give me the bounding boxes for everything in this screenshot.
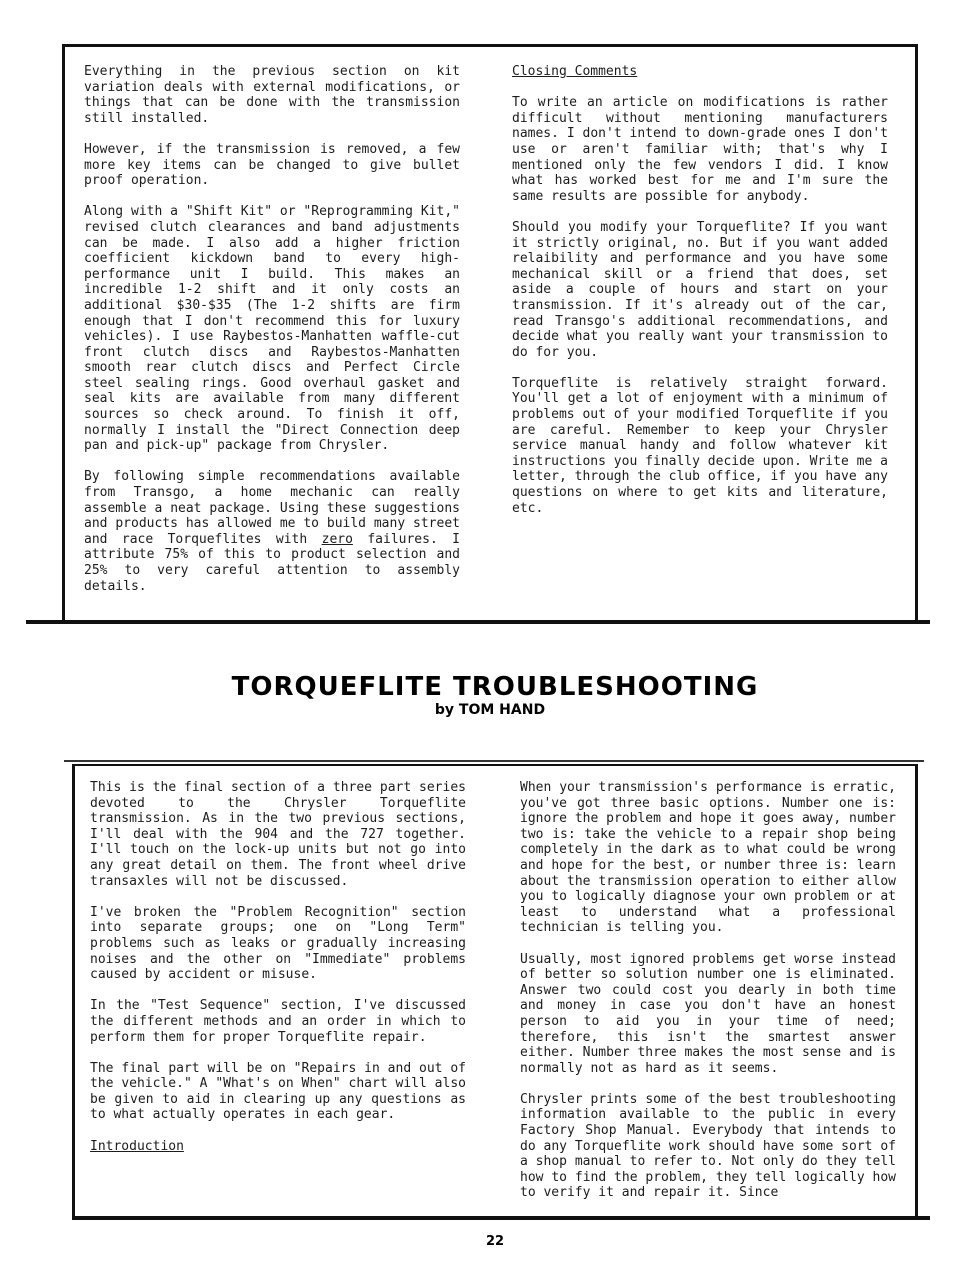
article-title: TORQUEFLITE TROUBLESHOOTING xyxy=(231,672,759,702)
text-run: failures. I attribute 75% of this to product selection and 25% to very careful attention to assembly details. xyxy=(84,531,461,594)
paragraph: Chrysler prints some of the best troubleshooting information available to the public in every Factory Shop Manual. Everybody that intends to do any Torqueflite work should have some sort of a shop manual to refer to. Not only do they tell how to find the problem, they tell logically how to verify it and repair it. Since xyxy=(520,1091,896,1201)
section-heading-closing-comments: Closing Comments xyxy=(512,64,638,79)
underlined-word: zero xyxy=(321,531,353,547)
paragraph: Should you modify your Torqueflite? If you want it strictly original, no. But if you want added relaibility and performance and you have some mechanical skill or a friend that does, set aside a couple of hours and start on your transmission. If it's already out of the car, read Transgo's additional recommendations, and decide what you really want your transmission to do for you. xyxy=(512,219,888,360)
article-byline: by TOM HAND xyxy=(434,702,546,718)
bottom-right-column xyxy=(520,780,896,1217)
top-right-column xyxy=(512,64,888,532)
bottom-frame-top-rule xyxy=(64,760,924,762)
section-heading-introduction: Introduction xyxy=(90,1138,184,1154)
paragraph: Along with a "Shift Kit" or "Reprogramming Kit," revised clutch clearances and band adjustments can be made. I also add a higher friction coefficient kickdown band to every high-performance unit I build. This makes an incredible 1-2 shift and it only costs an additional $30-$35 (The 1-2 shifts are firm enough that I don't recommend this for luxury vehicles). I use Raybestos-Manhatten waffle-cut front clutch discs and Raybestos-Manhatten smooth rear clutch discs and Perfect Circle steel sealing rings. Good overhaul gasket and seal kits are available from many different sources so check around. To finish it off, normally I install the "Direct Connection deep pan and pick-up" package from Chrysler. xyxy=(84,204,460,454)
paragraph: Usually, most ignored problems get worse instead of better so solution number one is eliminated. Answer two could cost you dearly in both time and money in case you don't have an honest person to aid you in your time of need; therefore, this isn't the smartest answer either. Number three makes the most sense and is normally not as hard as it seems. xyxy=(520,951,896,1076)
text-run: By following simple recommendations available from Transgo, a home mechanic can really assemble a neat package. Using these suggestions and products has allowed me to build many street and race Torqueflites with xyxy=(84,469,460,547)
paragraph: The final part will be on "Repairs in and out of the vehicle." A "What's on When" chart will also be given to aid in clearing up any questions as to what actually operates in each gear. xyxy=(90,1060,466,1123)
paragraph: Everything in the previous section on kit variation deals with external modifications, or things that can be done with the transmission still installed. xyxy=(84,64,460,126)
page-number: 22 xyxy=(485,1234,505,1249)
paragraph: To write an article on modifications is rather difficult without mentioning manufacturers names. I don't intend to down-grade ones I don't use or aren't familiar with; that's why I mentioned only the few vendors I did. I know what has worked best for me and I'm sure the same results are possible for anybody. xyxy=(512,95,888,204)
bottom-left-column xyxy=(90,780,466,1170)
paragraph: Torqueflite is relatively straight forward. You'll get a lot of enjoyment with a minimum of problems out of your modified Torqueflite if you are careful. Remember to keep your Chrysler service manual handy and follow whatever kit instructions you finally decide upon. Write me a letter, through the club office, if you have any questions on where to get kits and literature, etc. xyxy=(512,375,888,516)
paragraph: This is the final section of a three part series devoted to the Chrysler Torqueflite transmission. As in the two previous sections, I'll deal with the 904 and the 727 together. I'll touch on the lock-up units but not go into any great detail on them. The front wheel drive transaxles will not be discussed. xyxy=(90,780,466,889)
paragraph: I've broken the "Problem Recognition" section into separate groups; one on "Long Term" problems such as leaks or gradually increasing noises and the other on "Immediate" problems caused by accident or misuse. xyxy=(90,904,466,983)
paragraph: In the "Test Sequence" section, I've discussed the different methods and an order in which to perform them for proper Torqueflite repair. xyxy=(90,998,466,1045)
top-frame-bottom-rule xyxy=(26,620,930,624)
paragraph: However, if the transmission is removed, a few more key items can be changed to give bullet proof operation. xyxy=(84,141,460,189)
top-left-column xyxy=(84,64,460,610)
paragraph-with-emphasis xyxy=(84,469,460,594)
paragraph: When your transmission's performance is erratic, you've got three basic options. Number one is: ignore the problem and hope it goes away, number two is: take the vehicle to a repair shop being completely in the dark as to what could be wrong and hope for the best, or number three is: learn about the transmission operation to either allow you to logically diagnose your own problem or at least to understand what a professional technician is telling you. xyxy=(520,780,896,936)
